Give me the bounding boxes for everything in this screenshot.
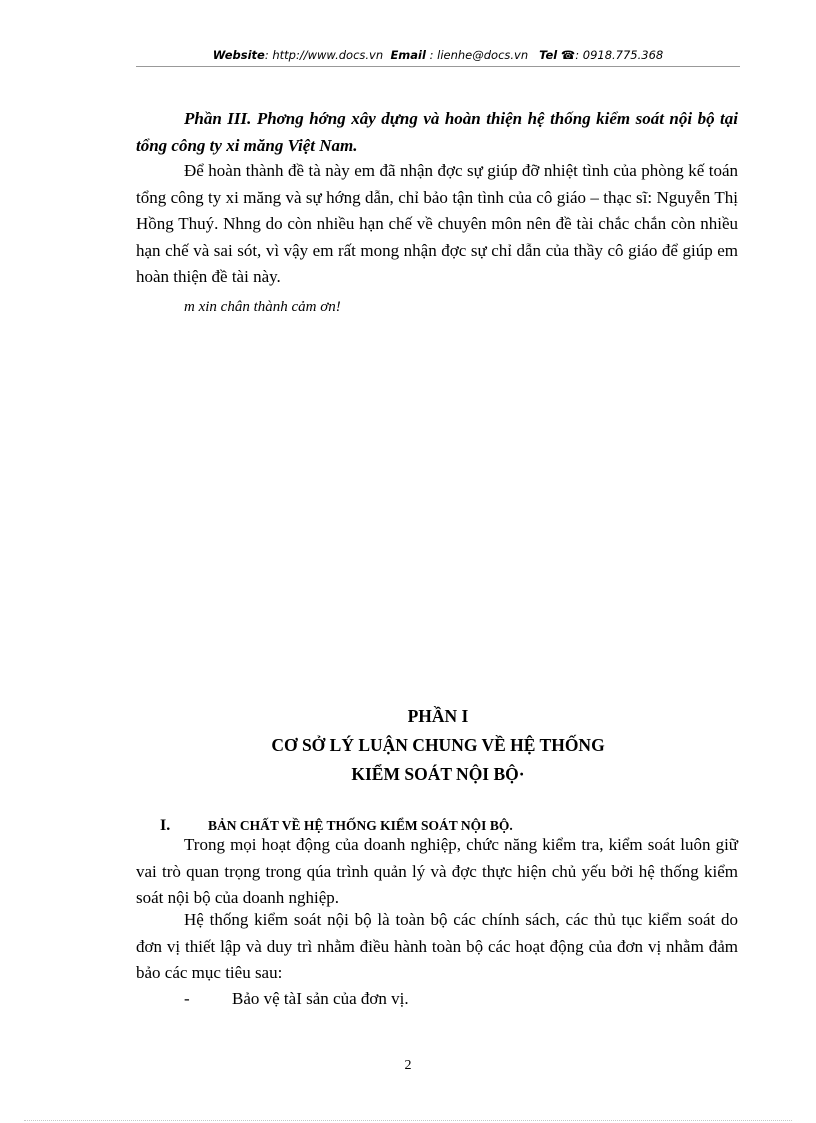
body-paragraph-2: Hệ thống kiểm soát nội bộ là toàn bộ các chính sách, các thủ tục kiểm soát do đơn vị thiết lập và duy trì nhằm điều hành toàn bộ các hoạt động của đơn vị nhằm đảm bảo các mục tiêu sau: <box>136 910 738 982</box>
page-bottom-divider <box>24 1120 792 1121</box>
email-label: Email <box>390 48 426 62</box>
part-label: PHẦN I <box>407 706 469 726</box>
website-value: : http://www.docs.vn <box>264 48 384 62</box>
bullet-dash: - <box>184 989 190 1008</box>
part3-outline-item: Phần III. Phơng hớng xây dựng và hoàn thiện hệ thống kiểm soát nội bộ tại tổng công ty xi măng Việt Nam. <box>136 109 738 155</box>
tel-label: Tel <box>539 48 558 62</box>
subsection-title: BẢN CHẤT VỀ HỆ THỐNG KIỂM SOÁT NỘI BỘ. <box>208 818 513 833</box>
email-value: : lienhe@docs.vn <box>429 48 529 62</box>
list-item <box>136 986 738 1013</box>
subsection-number: I. <box>160 817 171 834</box>
page-header <box>136 46 740 67</box>
thanks-line: m xin chân thành cảm ơn! <box>184 299 341 315</box>
section-title-line1: CƠ SỞ LÝ LUẬN CHUNG VỀ HỆ THỐNG <box>271 735 605 755</box>
phone-icon: ☎ <box>560 48 576 62</box>
body-paragraph-1: Trong mọi hoạt động của doanh nghiệp, chức năng kiểm tra, kiểm soát luôn giữ vai trò quan trọng trong qúa trình quản lý và đợc thực hiện chủ yếu bởi hệ thống kiểm soát nội bộ của doanh nghiệp. <box>136 835 738 907</box>
page-number: 2 <box>404 1058 412 1073</box>
bullet-text: Bảo vệ tàI sản của đơn vị. <box>232 989 409 1008</box>
tel-value: : 0918.775.368 <box>575 48 664 62</box>
section-title-line2: KIỂM SOÁT NỘI BỘ· <box>351 764 525 784</box>
acknowledgement-paragraph: Để hoàn thành đề tà này em đã nhận đợc sự giúp đỡ nhiệt tình của phòng kế toán tổng công ty xi măng và sự hớng dẫn, chỉ bảo tận tình của cô giáo – thạc sĩ: Nguyễn Thị Hồng Thuý. Nhng do còn nhiều hạn chế về chuyên môn nên đề tài chắc chắn còn nhiều hạn chế và sai sót, vì vậy em rất mong nhận đợc sự chỉ dẫn của thầy cô giáo để giúp em hoàn thiện đề tài này. <box>136 161 738 286</box>
website-label: Website <box>212 48 265 62</box>
